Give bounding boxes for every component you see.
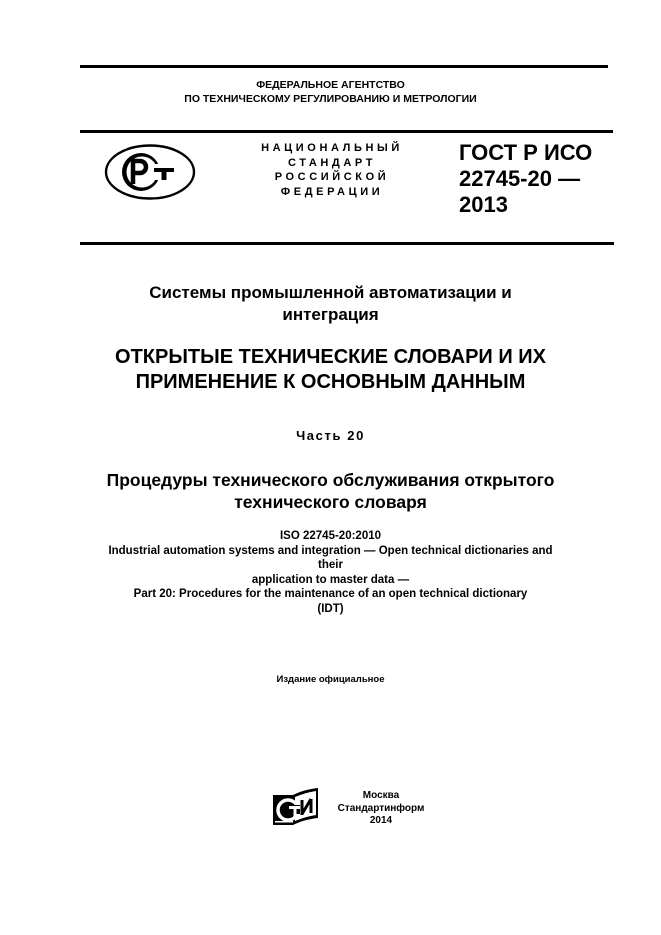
main-title-line-2: ПРИМЕНЕНИЕ К ОСНОВНЫМ ДАННЫМ — [135, 371, 526, 393]
iso-reference — [0, 529, 661, 616]
publisher-info — [326, 790, 436, 828]
iso-line-5: Part 20: Procedures for the maintenance of an open technical dictionary — [133, 588, 528, 600]
main-title-line-1: ОТКРЫТЫЕ ТЕХНИЧЕСКИЕ СЛОВАРИ И ИХ — [115, 346, 546, 368]
national-line-3: РОССИЙСКОЙ — [274, 171, 390, 183]
series-title — [0, 282, 661, 326]
national-line-4: ФЕДЕРАЦИИ — [280, 185, 384, 198]
iso-line-3: their — [318, 559, 343, 571]
publisher-name: Стандартинформ — [337, 802, 425, 814]
publisher-city: Москва — [362, 790, 400, 801]
designation-line-3: 2013 — [459, 192, 508, 217]
standard-designation — [459, 140, 619, 218]
part-subtitle — [0, 469, 661, 513]
agency-line-1: ФЕДЕРАЛЬНОЕ АГЕНТСТВО — [256, 79, 405, 91]
main-title — [0, 345, 661, 395]
agency-line-2: ПО ТЕХНИЧЕСКОМУ РЕГУЛИРОВАНИЮ И МЕТРОЛОГИИ — [184, 93, 477, 105]
series-line-2: интеграция — [282, 305, 379, 324]
national-standard-label — [244, 141, 420, 199]
iso-line-6: (IDT) — [317, 602, 344, 615]
header-rule — [80, 130, 613, 133]
edition-label: Издание официальное — [276, 674, 385, 685]
agency-name — [0, 78, 661, 106]
header-bottom-rule — [80, 242, 614, 245]
national-line-1: НАЦИОНАЛЬНЫЙ — [261, 142, 403, 154]
subtitle-line-1: Процедуры технического обслуживания открытого — [106, 470, 555, 490]
national-line-2: СТАНДАРТ — [287, 156, 377, 169]
top-rule — [80, 65, 608, 68]
series-line-1: Системы промышленной автоматизации и — [149, 283, 512, 302]
designation-line-2: 22745-20 — — [459, 166, 581, 191]
iso-line-1: ISO 22745-20:2010 — [279, 530, 382, 542]
iso-line-4: application to master data — — [251, 573, 410, 586]
iso-line-2: Industrial automation systems and integration — Open technical dictionaries and — [108, 544, 553, 557]
designation-line-1: ГОСТ Р ИСО — [459, 140, 593, 165]
rst-certification-mark-icon — [104, 143, 196, 201]
part-number: Часть 20 — [296, 428, 365, 443]
subtitle-line-2: технического словаря — [234, 492, 427, 512]
publication-year: 2014 — [369, 815, 393, 826]
standartinform-logo-icon — [271, 787, 321, 827]
